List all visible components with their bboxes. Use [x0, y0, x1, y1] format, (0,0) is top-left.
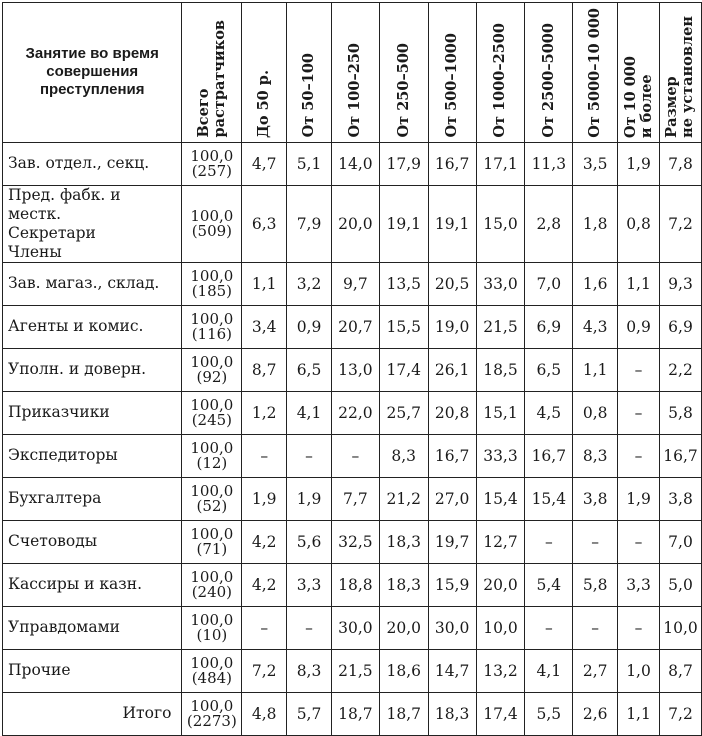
value-cell: 15,5 — [379, 305, 428, 348]
row-occupation: Зав. магаз., склад. — [3, 262, 182, 305]
table-row — [3, 185, 702, 262]
value-cell: 14,7 — [428, 649, 476, 692]
value-cell: 12,7 — [476, 520, 525, 563]
value-cell: 13,5 — [379, 262, 428, 305]
value-cell: 3,2 — [287, 262, 332, 305]
row-occupation: Приказчики — [3, 391, 182, 434]
value-cell: 21,2 — [379, 477, 428, 520]
header-occupation: Занятие во время совершения преступления — [3, 3, 182, 143]
row-count: (71) — [196, 539, 228, 558]
row-total-percent: 100,0 — [190, 395, 234, 414]
header-col-4: От 250–500 — [379, 3, 428, 143]
value-cell: 4,2 — [242, 520, 287, 563]
value-cell: 18,3 — [379, 520, 428, 563]
value-cell: – — [618, 520, 660, 563]
row-occupation: Итого — [3, 692, 182, 735]
value-cell: 15,4 — [525, 477, 573, 520]
value-cell: – — [618, 348, 660, 391]
row-count: (185) — [191, 281, 233, 300]
row-total-cell — [182, 649, 242, 692]
value-cell: 1,2 — [242, 391, 287, 434]
row-count: (509) — [191, 221, 233, 240]
row-total-cell — [182, 142, 242, 185]
value-cell: 1,1 — [242, 262, 287, 305]
row-count: (2273) — [186, 711, 237, 730]
value-cell: 17,1 — [476, 142, 525, 185]
value-cell: 20,5 — [428, 262, 476, 305]
value-cell: 5,6 — [287, 520, 332, 563]
value-cell: 15,0 — [476, 185, 525, 262]
table-row — [3, 348, 702, 391]
value-cell: 20,8 — [428, 391, 476, 434]
value-cell: 30,0 — [428, 606, 476, 649]
header-col-total: Всего растратчиков — [182, 3, 242, 143]
table-row — [3, 606, 702, 649]
value-cell: 4,1 — [287, 391, 332, 434]
value-cell: 8,3 — [379, 434, 428, 477]
value-cell: 19,1 — [379, 185, 428, 262]
value-cell: 5,5 — [525, 692, 573, 735]
value-cell: 17,4 — [379, 348, 428, 391]
value-cell: 0,9 — [618, 305, 660, 348]
value-cell: 33,0 — [476, 262, 525, 305]
value-cell: 2,2 — [659, 348, 701, 391]
value-cell: 5,1 — [287, 142, 332, 185]
row-total-percent: 100,0 — [190, 696, 234, 715]
header-col-10: Размер не установлен — [659, 3, 701, 143]
value-cell: 18,5 — [476, 348, 525, 391]
value-cell: 7,2 — [242, 649, 287, 692]
row-total-cell — [182, 391, 242, 434]
header-row — [3, 3, 702, 143]
value-cell: 4,3 — [573, 305, 618, 348]
header-col-3: От 100–250 — [331, 3, 379, 143]
value-cell: 1,8 — [573, 185, 618, 262]
table-row — [3, 305, 702, 348]
value-cell: 26,1 — [428, 348, 476, 391]
row-total-percent: 100,0 — [190, 567, 234, 586]
value-cell: 15,1 — [476, 391, 525, 434]
value-cell: 18,3 — [428, 692, 476, 735]
value-cell: – — [525, 520, 573, 563]
value-cell: 5,0 — [659, 563, 701, 606]
value-cell: 4,7 — [242, 142, 287, 185]
value-cell: 21,5 — [331, 649, 379, 692]
value-cell: 7,9 — [287, 185, 332, 262]
value-cell: 0,8 — [618, 185, 660, 262]
row-total-percent: 100,0 — [190, 524, 234, 543]
row-occupation: Зав. отдел., секц. — [3, 142, 182, 185]
value-cell: – — [618, 391, 660, 434]
value-cell: 20,7 — [331, 305, 379, 348]
value-cell: 1,0 — [618, 649, 660, 692]
row-total-percent: 100,0 — [190, 146, 234, 165]
value-cell: 0,8 — [573, 391, 618, 434]
row-count: (240) — [191, 582, 233, 601]
row-occupation: Экспедиторы — [3, 434, 182, 477]
value-cell: 7,0 — [525, 262, 573, 305]
value-cell: 8,7 — [242, 348, 287, 391]
value-cell: – — [242, 606, 287, 649]
value-cell: 15,4 — [476, 477, 525, 520]
value-cell: – — [573, 520, 618, 563]
value-cell: 2,7 — [573, 649, 618, 692]
row-count: (12) — [196, 453, 228, 472]
row-total-cell — [182, 305, 242, 348]
value-cell: 20,0 — [476, 563, 525, 606]
row-total-percent: 100,0 — [190, 438, 234, 457]
row-total-cell — [182, 477, 242, 520]
value-cell: 1,6 — [573, 262, 618, 305]
value-cell: 1,9 — [618, 477, 660, 520]
value-cell: 7,2 — [659, 185, 701, 262]
row-count: (484) — [191, 668, 233, 687]
row-total-cell — [182, 434, 242, 477]
row-total-cell — [182, 262, 242, 305]
value-cell: 9,7 — [331, 262, 379, 305]
value-cell: – — [287, 606, 332, 649]
value-cell: 17,9 — [379, 142, 428, 185]
value-cell: 3,8 — [573, 477, 618, 520]
value-cell: 32,5 — [331, 520, 379, 563]
row-total-percent: 100,0 — [190, 481, 234, 500]
value-cell: 30,0 — [331, 606, 379, 649]
row-count: (245) — [191, 410, 233, 429]
row-total-cell — [182, 692, 242, 735]
value-cell: 19,0 — [428, 305, 476, 348]
row-count: (257) — [191, 161, 233, 180]
value-cell: 3,4 — [242, 305, 287, 348]
header-col-9: От 10 000 и более — [618, 3, 660, 143]
value-cell: 7,2 — [659, 692, 701, 735]
value-cell: 2,8 — [525, 185, 573, 262]
value-cell: 2,6 — [573, 692, 618, 735]
embezzlers-table — [2, 2, 702, 736]
value-cell: 6,5 — [525, 348, 573, 391]
value-cell: 8,7 — [659, 649, 701, 692]
value-cell: 18,8 — [331, 563, 379, 606]
row-total-percent: 100,0 — [190, 610, 234, 629]
row-total-cell — [182, 563, 242, 606]
row-total-cell — [182, 348, 242, 391]
value-cell: 13,0 — [331, 348, 379, 391]
value-cell: – — [618, 434, 660, 477]
value-cell: 5,8 — [573, 563, 618, 606]
value-cell: 1,9 — [242, 477, 287, 520]
row-count: (92) — [196, 367, 228, 386]
value-cell: 4,1 — [525, 649, 573, 692]
value-cell: 5,4 — [525, 563, 573, 606]
value-cell: 0,9 — [287, 305, 332, 348]
value-cell: 9,3 — [659, 262, 701, 305]
row-occupation: Кассиры и казн. — [3, 563, 182, 606]
row-total-cell — [182, 606, 242, 649]
row-total-percent: 100,0 — [190, 653, 234, 672]
row-occupation: Прочие — [3, 649, 182, 692]
row-total-percent: 100,0 — [190, 309, 234, 328]
value-cell: 1,1 — [618, 692, 660, 735]
row-occupation: Счетоводы — [3, 520, 182, 563]
value-cell: 33,3 — [476, 434, 525, 477]
value-cell: 6,9 — [659, 305, 701, 348]
value-cell: 6,3 — [242, 185, 287, 262]
value-cell: 5,7 — [287, 692, 332, 735]
value-cell: 18,3 — [379, 563, 428, 606]
value-cell: 16,7 — [659, 434, 701, 477]
value-cell: 10,0 — [476, 606, 525, 649]
value-cell: 10,0 — [659, 606, 701, 649]
row-occupation: Агенты и комис. — [3, 305, 182, 348]
value-cell: 1,1 — [573, 348, 618, 391]
value-cell: 4,8 — [242, 692, 287, 735]
value-cell: – — [525, 606, 573, 649]
value-cell: 18,6 — [379, 649, 428, 692]
value-cell: 13,2 — [476, 649, 525, 692]
row-occupation: Уполн. и доверн. — [3, 348, 182, 391]
value-cell: 7,0 — [659, 520, 701, 563]
value-cell: 1,1 — [618, 262, 660, 305]
value-cell: 4,2 — [242, 563, 287, 606]
value-cell: 3,3 — [287, 563, 332, 606]
value-cell: 4,5 — [525, 391, 573, 434]
table-row — [3, 477, 702, 520]
value-cell: 7,7 — [331, 477, 379, 520]
table-row — [3, 262, 702, 305]
value-cell: – — [331, 434, 379, 477]
value-cell: 20,0 — [379, 606, 428, 649]
table-row — [3, 391, 702, 434]
value-cell: 3,8 — [659, 477, 701, 520]
row-count: (52) — [196, 496, 228, 515]
header-col-5: От 500–1000 — [428, 3, 476, 143]
value-cell: – — [573, 606, 618, 649]
value-cell: 1,9 — [287, 477, 332, 520]
value-cell: 16,7 — [428, 434, 476, 477]
row-count: (116) — [191, 324, 233, 343]
row-occupation: Бухгалтера — [3, 477, 182, 520]
value-cell: 20,0 — [331, 185, 379, 262]
table-row — [3, 434, 702, 477]
row-occupation: Пред. фабк. и местк. Секретари Члены — [3, 185, 182, 262]
value-cell: 7,8 — [659, 142, 701, 185]
value-cell: 16,7 — [428, 142, 476, 185]
value-cell: 27,0 — [428, 477, 476, 520]
value-cell: 15,9 — [428, 563, 476, 606]
header-col-8: От 5000–10 000 — [573, 3, 618, 143]
table-row — [3, 692, 702, 735]
value-cell: 5,8 — [659, 391, 701, 434]
value-cell: – — [287, 434, 332, 477]
header-col-2: От 50–100 — [287, 3, 332, 143]
value-cell: 6,5 — [287, 348, 332, 391]
value-cell: 19,1 — [428, 185, 476, 262]
value-cell: 17,4 — [476, 692, 525, 735]
row-total-percent: 100,0 — [190, 206, 234, 225]
header-col-6: От 1000–2500 — [476, 3, 525, 143]
row-total-cell — [182, 520, 242, 563]
value-cell: 18,7 — [331, 692, 379, 735]
value-cell: 1,9 — [618, 142, 660, 185]
row-total-cell — [182, 185, 242, 262]
header-col-1: До 50 р. — [242, 3, 287, 143]
value-cell: 8,3 — [287, 649, 332, 692]
row-count: (10) — [196, 625, 228, 644]
value-cell: 14,0 — [331, 142, 379, 185]
value-cell: – — [618, 606, 660, 649]
value-cell: 18,7 — [379, 692, 428, 735]
table-body — [3, 142, 702, 735]
row-total-percent: 100,0 — [190, 352, 234, 371]
header-col-7: От 2500–5000 — [525, 3, 573, 143]
value-cell: – — [242, 434, 287, 477]
value-cell: 21,5 — [476, 305, 525, 348]
row-occupation: Управдомами — [3, 606, 182, 649]
value-cell: 3,3 — [618, 563, 660, 606]
table-row — [3, 563, 702, 606]
value-cell: 6,9 — [525, 305, 573, 348]
row-total-percent: 100,0 — [190, 266, 234, 285]
value-cell: 8,3 — [573, 434, 618, 477]
table-row — [3, 649, 702, 692]
value-cell: 3,5 — [573, 142, 618, 185]
value-cell: 25,7 — [379, 391, 428, 434]
value-cell: 19,7 — [428, 520, 476, 563]
table-row — [3, 520, 702, 563]
value-cell: 22,0 — [331, 391, 379, 434]
table-row — [3, 142, 702, 185]
value-cell: 11,3 — [525, 142, 573, 185]
value-cell: 16,7 — [525, 434, 573, 477]
